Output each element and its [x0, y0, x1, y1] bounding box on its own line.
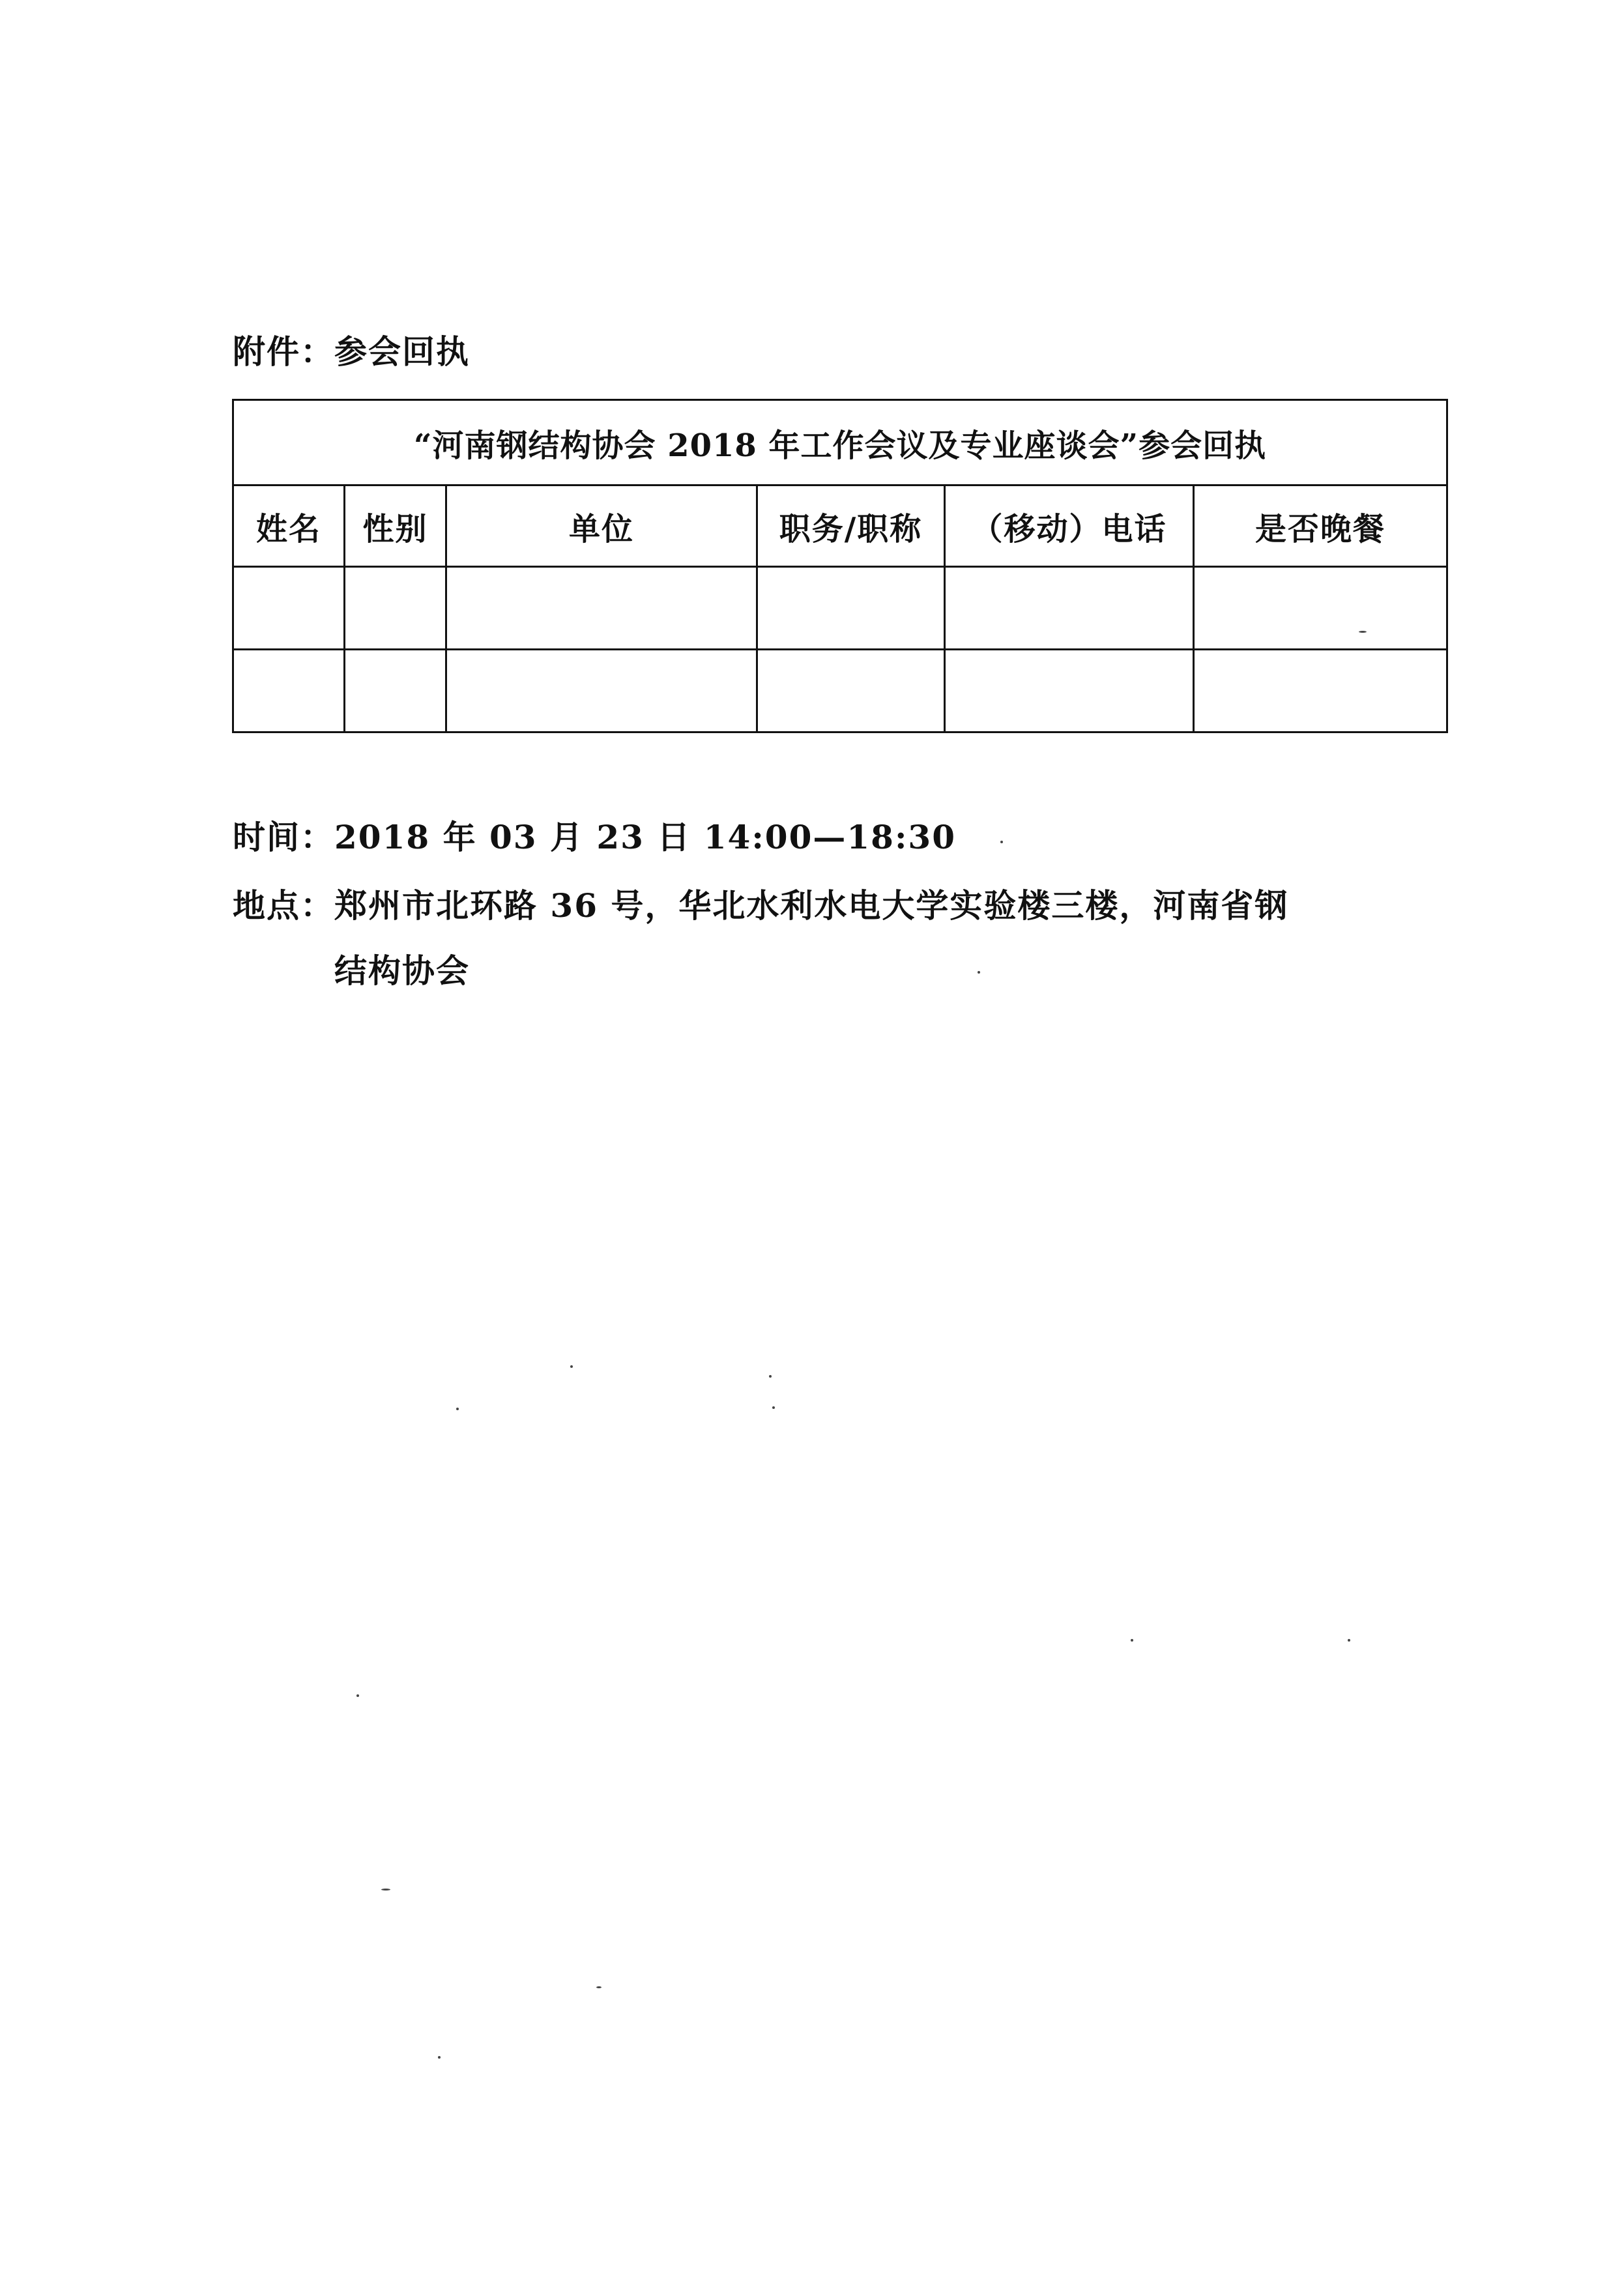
time-label: 时间： [233, 818, 334, 856]
scan-speck [769, 1375, 772, 1378]
scan-speck [381, 1889, 390, 1891]
column-header-mobile-phone: （移动）电话 [945, 485, 1194, 567]
column-header-dinner: 是否晚餐 [1194, 485, 1447, 567]
table-cell-position-title[interactable] [757, 567, 945, 650]
table-cell-organization[interactable] [446, 567, 757, 650]
scan-speck [978, 971, 980, 974]
table-title: “河南钢结构协会 2018 年工作会议及专业座谈会”参会回执 [233, 400, 1447, 485]
meeting-time [233, 811, 956, 858]
attachment-label: 附件：参会回执 [233, 332, 470, 371]
meeting-place-continued: 结构协会 [334, 951, 470, 990]
scan-speck [1348, 1639, 1350, 1642]
table-cell-mobile-phone[interactable] [945, 567, 1194, 650]
table-row [233, 567, 1447, 650]
scan-speck [1359, 631, 1367, 633]
table-cell-name[interactable] [233, 650, 345, 732]
column-header-name: 姓名 [233, 485, 345, 567]
table-header-row [233, 485, 1447, 567]
scan-speck [596, 1986, 602, 1988]
table-cell-mobile-phone[interactable] [945, 650, 1194, 732]
scan-speck [356, 1694, 359, 1697]
scan-speck [570, 1365, 573, 1368]
table-cell-position-title[interactable] [757, 650, 945, 732]
column-header-position-title: 职务/职称 [757, 485, 945, 567]
receipt-table [232, 399, 1448, 733]
table-cell-gender[interactable] [345, 650, 446, 732]
place-value-line1: 郑州市北环路 36 号，华北水利水电大学实验楼三楼，河南省钢 [334, 886, 1289, 925]
time-value: 2018 年 03 月 23 日 14:00—18:30 [334, 818, 956, 856]
table-cell-organization[interactable] [446, 650, 757, 732]
table-cell-dinner[interactable] [1194, 567, 1447, 650]
column-header-gender: 性别 [345, 485, 446, 567]
scan-speck [456, 1408, 459, 1410]
scan-speck [1000, 841, 1003, 843]
column-header-organization: 单位 [446, 485, 757, 567]
table-cell-name[interactable] [233, 567, 345, 650]
meeting-place [233, 880, 1288, 927]
scan-speck [1131, 1639, 1133, 1642]
table-row [233, 650, 1447, 732]
place-label: 地点： [233, 886, 334, 925]
scan-speck [438, 2056, 441, 2059]
table-cell-dinner[interactable] [1194, 650, 1447, 732]
table-cell-gender[interactable] [345, 567, 446, 650]
scan-speck [772, 1406, 775, 1409]
